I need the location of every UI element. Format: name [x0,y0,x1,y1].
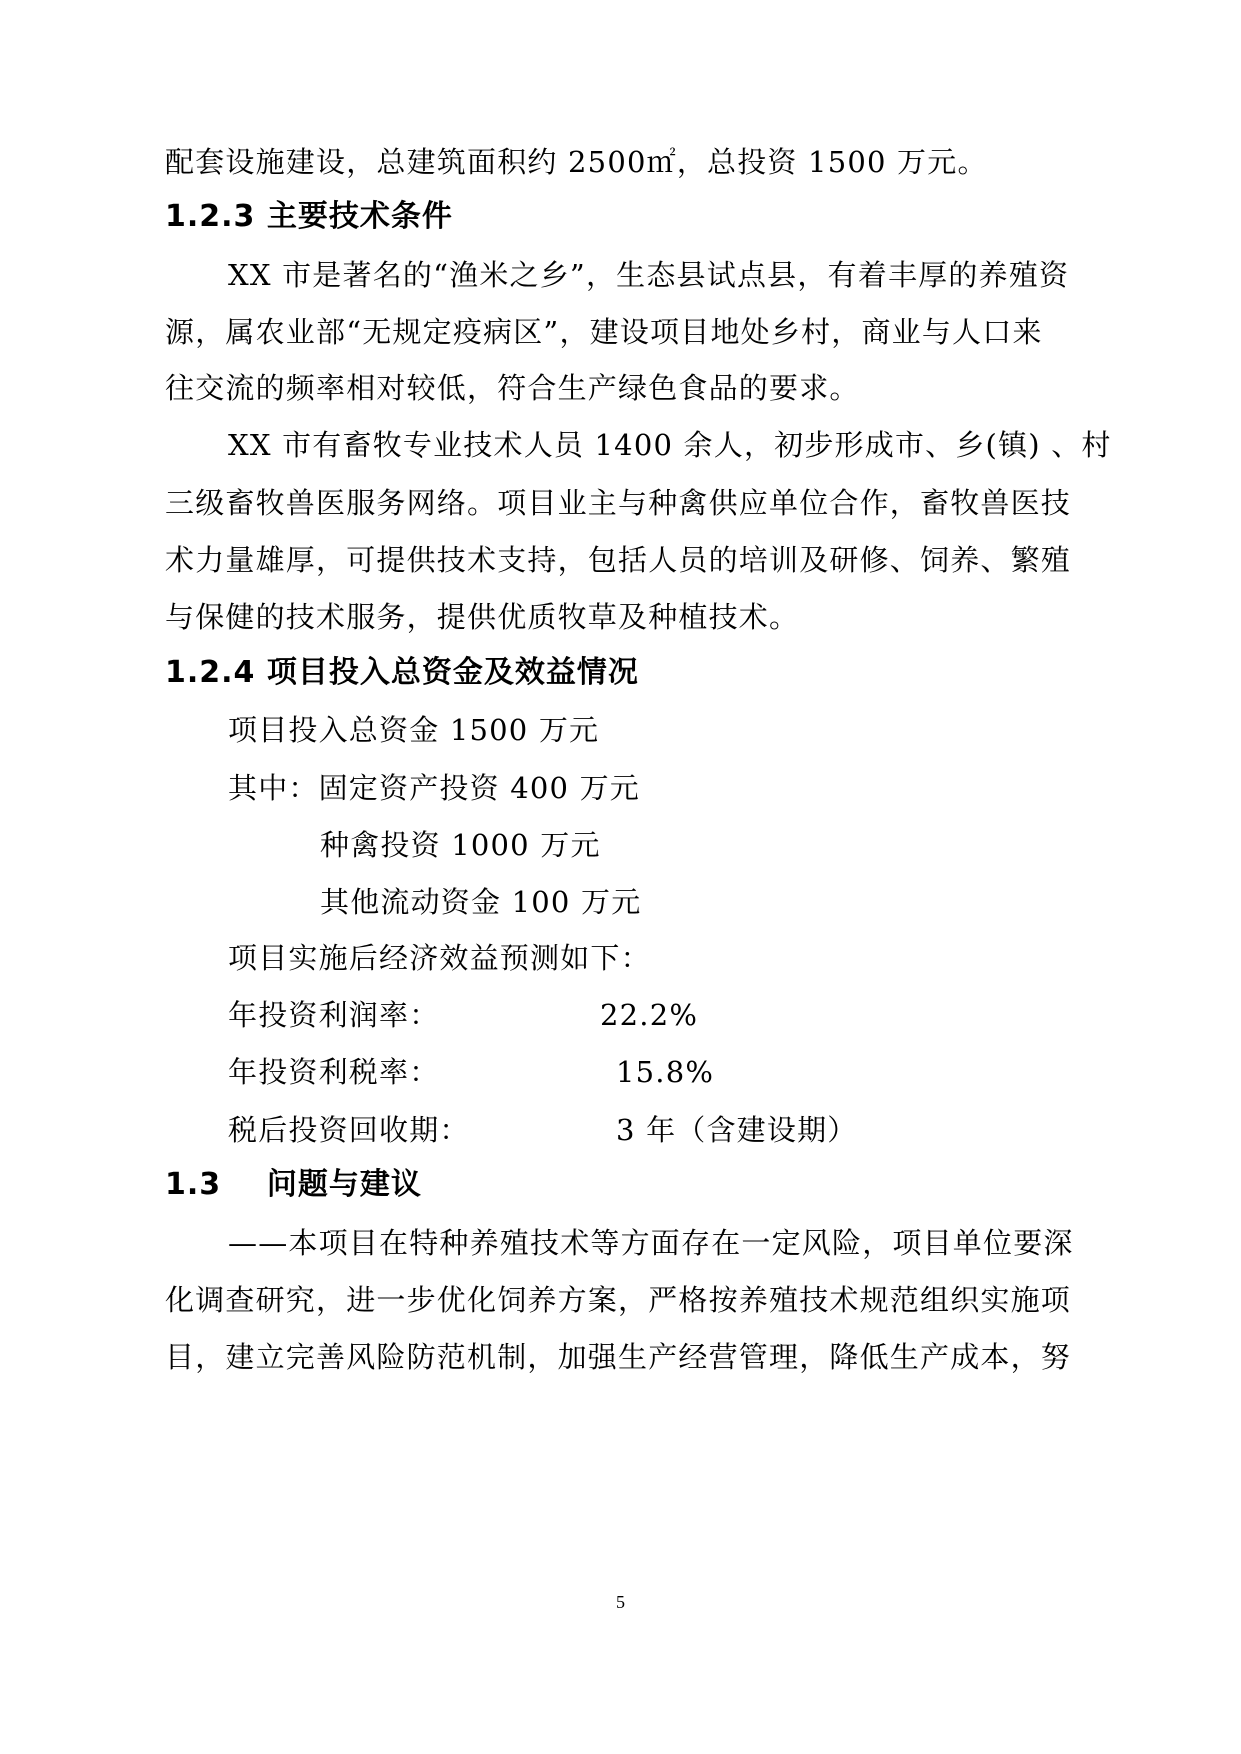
paragraph-line: 三级畜牧兽医服务网络。项目业主与种禽供应单位合作，畜牧兽医技 [165,486,1072,520]
investment-total-line: 项目投入总资金 1500 万元 [228,713,600,747]
paragraph-line: 化调查研究，进一步优化饲养方案，严格按养殖技术规范组织实施项 [165,1283,1072,1317]
investment-breeding-line: 种禽投资 1000 万元 [320,828,601,862]
payback-period-label: 税后投资回收期： [228,1113,470,1147]
paragraph-line: 目，建立完善风险防范机制，加强生产经营管理，降低生产成本，努 [165,1340,1072,1374]
section-heading-1-2-4: 1.2.4 项目投入总资金及效益情况 [165,655,639,690]
paragraph-line: 术力量雄厚，可提供技术支持，包括人员的培训及研修、饲养、繁殖 [165,543,1072,577]
paragraph-line: 往交流的频率相对较低，符合生产绿色食品的要求。 [165,371,860,405]
paragraph-line: 与保健的技术服务，提供优质牧草及种植技术。 [165,600,800,634]
paragraph-line: 源，属农业部“无规定疫病区”，建设项目地处乡村，商业与人口来 [165,315,1043,349]
investment-fixed-line: 其中：固定资产投资 400 万元 [228,771,640,805]
section-heading-1-2-3: 1.2.3 主要技术条件 [165,199,453,234]
profit-tax-rate-label: 年投资利税率： [228,1055,440,1089]
paragraph-line: XX 市是著名的“渔米之乡”，生态县试点县，有着丰厚的养殖资 [228,258,1070,292]
payback-period-value: 3 年（含建设期） [616,1113,858,1147]
profit-rate-value: 22.2% [600,998,699,1032]
investment-working-capital-line: 其他流动资金 100 万元 [320,885,642,919]
paragraph-line: XX 市有畜牧专业技术人员 1400 余人，初步形成市、乡(镇) 、村 [228,428,1112,462]
page-number: 5 [616,1592,625,1612]
benefit-forecast-intro: 项目实施后经济效益预测如下： [228,941,651,975]
profit-rate-label: 年投资利润率： [228,998,440,1032]
paragraph-line: ——本项目在特种养殖技术等方面存在一定风险，项目单位要深 [228,1226,1074,1260]
section-heading-1-3: 1.3 问题与建议 [165,1167,422,1202]
paragraph-line: 配套设施建设，总建筑面积约 2500㎡，总投资 1500 万元。 [165,145,988,179]
profit-tax-rate-value: 15.8% [616,1055,715,1089]
